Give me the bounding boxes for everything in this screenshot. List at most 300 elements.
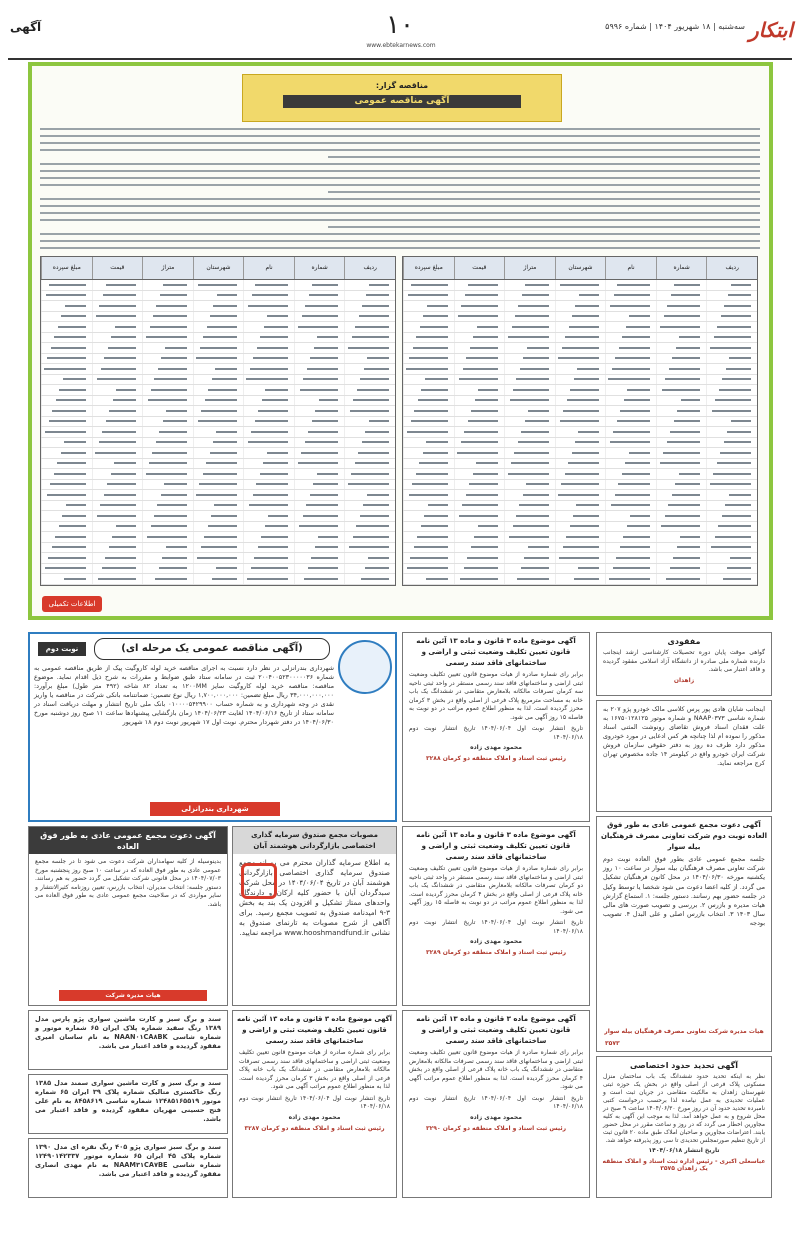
table-row bbox=[41, 333, 395, 344]
table-cell bbox=[243, 501, 294, 511]
table-cell bbox=[243, 312, 294, 322]
table-cell bbox=[142, 312, 193, 322]
table-cell bbox=[41, 480, 92, 490]
table-cell bbox=[92, 417, 143, 427]
table-cell bbox=[294, 312, 345, 322]
table-row bbox=[403, 406, 757, 417]
table-cell bbox=[504, 375, 555, 385]
table-cell bbox=[344, 585, 395, 587]
table-cell bbox=[142, 396, 193, 406]
table-cell bbox=[504, 543, 555, 553]
table-cell bbox=[41, 574, 92, 584]
table-cell bbox=[706, 490, 757, 500]
table-cell bbox=[344, 280, 395, 290]
table-cell bbox=[243, 385, 294, 395]
table-cell bbox=[706, 448, 757, 458]
table-row bbox=[41, 543, 395, 554]
table-cell bbox=[454, 291, 505, 301]
notice-2-footer: رئیس ثبت اسناد و املاک منطقه دو کرمان ۳۲۸۹ bbox=[425, 949, 567, 956]
text-line bbox=[40, 149, 760, 151]
table-cell bbox=[555, 301, 606, 311]
table-row bbox=[41, 553, 395, 564]
notice-ad-3 bbox=[232, 1010, 397, 1198]
table-cell bbox=[605, 511, 656, 521]
table-row bbox=[41, 459, 395, 470]
table-cell bbox=[142, 385, 193, 395]
table-cell bbox=[504, 574, 555, 584]
table-cell bbox=[504, 385, 555, 395]
table-cell bbox=[294, 564, 345, 574]
table-cell bbox=[403, 490, 454, 500]
table-cell bbox=[454, 312, 505, 322]
table-cell bbox=[454, 564, 505, 574]
table-cell bbox=[656, 553, 707, 563]
lost-documents-ad bbox=[596, 700, 772, 812]
table-cell bbox=[294, 574, 345, 584]
big-ad-title bbox=[242, 74, 562, 122]
table-cell bbox=[294, 438, 345, 448]
table-cell bbox=[706, 427, 757, 437]
table-row bbox=[41, 522, 395, 533]
table-cell bbox=[92, 543, 143, 553]
table-cell bbox=[294, 343, 345, 353]
table-cell bbox=[656, 280, 707, 290]
table-cell bbox=[605, 406, 656, 416]
lost-vehicle-ad-1 bbox=[28, 1010, 228, 1070]
table-cell bbox=[605, 385, 656, 395]
table-cell bbox=[605, 280, 656, 290]
notice-4-body: برابر رای شماره صادره از هیات موضوع قانون تعیین تکلیف وضعیت ثبتی اراضی و ساختمانهای فاقد سند رسمی تصرفات مالکانه بلامعارض متقاضی در ششدانگ یک باب خانه پلاک فرعی از اصلی واقع در بخش ۴ کرمان محرز گردیده است. لذا به منظور اطلاع عموم مراتب آگهی می شود. bbox=[409, 1049, 583, 1090]
table-column-header: نام bbox=[243, 257, 294, 279]
table-row bbox=[403, 312, 757, 323]
table-cell bbox=[555, 543, 606, 553]
table-cell bbox=[454, 427, 505, 437]
table-cell bbox=[656, 501, 707, 511]
table-cell bbox=[243, 469, 294, 479]
table-cell bbox=[656, 448, 707, 458]
table-cell bbox=[504, 301, 555, 311]
table-cell bbox=[454, 280, 505, 290]
table-row bbox=[41, 480, 395, 491]
table-cell bbox=[656, 385, 707, 395]
table-row bbox=[41, 501, 395, 512]
table-cell bbox=[403, 343, 454, 353]
table-row bbox=[41, 406, 395, 417]
table-cell bbox=[142, 354, 193, 364]
table-cell bbox=[504, 354, 555, 364]
table-cell bbox=[142, 564, 193, 574]
table-row bbox=[403, 490, 757, 501]
table-cell bbox=[142, 543, 193, 553]
table-cell bbox=[454, 585, 505, 587]
fund-ad bbox=[232, 826, 397, 1006]
table-cell bbox=[656, 406, 707, 416]
table-cell bbox=[504, 585, 555, 587]
notice-1-sign: محمود مهدی زاده bbox=[470, 744, 522, 751]
table-cell bbox=[344, 543, 395, 553]
page-header bbox=[0, 0, 800, 60]
table-cell bbox=[294, 280, 345, 290]
table-cell bbox=[454, 522, 505, 532]
table-cell bbox=[92, 322, 143, 332]
table-cell bbox=[555, 385, 606, 395]
table-cell bbox=[403, 322, 454, 332]
table-cell bbox=[243, 291, 294, 301]
table-cell bbox=[706, 417, 757, 427]
table-row bbox=[41, 585, 395, 587]
table-cell bbox=[193, 459, 244, 469]
table-cell bbox=[193, 406, 244, 416]
table-cell bbox=[706, 406, 757, 416]
table-cell bbox=[454, 322, 505, 332]
table-cell bbox=[193, 291, 244, 301]
table-cell bbox=[294, 354, 345, 364]
table-column-header: مبلغ سپرده bbox=[41, 257, 92, 279]
table-cell bbox=[142, 333, 193, 343]
table-cell bbox=[504, 417, 555, 427]
table-cell bbox=[243, 396, 294, 406]
coop-code: ۳۵۷۳ bbox=[605, 1040, 620, 1047]
table-cell bbox=[92, 301, 143, 311]
tender-title: (آگهی مناقصه عمومی یک مرحله ای) bbox=[94, 638, 330, 660]
table-row bbox=[403, 280, 757, 291]
table-cell bbox=[656, 522, 707, 532]
table-cell bbox=[344, 532, 395, 542]
table-cell bbox=[454, 354, 505, 364]
table-cell bbox=[344, 406, 395, 416]
table-row bbox=[41, 532, 395, 543]
table-cell bbox=[403, 469, 454, 479]
table-cell bbox=[243, 354, 294, 364]
table-cell bbox=[605, 375, 656, 385]
table-cell bbox=[706, 343, 757, 353]
table-cell bbox=[504, 333, 555, 343]
table-cell bbox=[193, 322, 244, 332]
table-cell bbox=[41, 322, 92, 332]
table-cell bbox=[706, 333, 757, 343]
table-cell bbox=[92, 522, 143, 532]
table-cell bbox=[504, 501, 555, 511]
table-cell bbox=[294, 364, 345, 374]
table-cell bbox=[193, 585, 244, 587]
table-cell bbox=[706, 469, 757, 479]
table-cell bbox=[243, 438, 294, 448]
table-cell bbox=[605, 459, 656, 469]
table-cell bbox=[504, 364, 555, 374]
lost-vehicle-ad-2 bbox=[28, 1074, 228, 1134]
table-cell bbox=[193, 522, 244, 532]
table-cell bbox=[605, 448, 656, 458]
table-cell bbox=[403, 574, 454, 584]
table-row bbox=[403, 427, 757, 438]
table-cell bbox=[605, 532, 656, 542]
table-cell bbox=[403, 280, 454, 290]
table-cell bbox=[555, 291, 606, 301]
table-cell bbox=[605, 291, 656, 301]
table-cell bbox=[243, 585, 294, 587]
table-cell bbox=[92, 343, 143, 353]
table-cell bbox=[41, 490, 92, 500]
text-line bbox=[40, 177, 760, 179]
table-cell bbox=[656, 459, 707, 469]
newspaper-logo: ابتکار bbox=[749, 18, 793, 42]
table-cell bbox=[243, 417, 294, 427]
table-cell bbox=[403, 459, 454, 469]
table-cell bbox=[92, 396, 143, 406]
table-cell bbox=[92, 490, 143, 500]
table-cell bbox=[243, 333, 294, 343]
table-cell bbox=[92, 364, 143, 374]
table-cell bbox=[555, 564, 606, 574]
table-cell bbox=[706, 585, 757, 587]
table-cell bbox=[142, 490, 193, 500]
table-cell bbox=[656, 322, 707, 332]
table-cell bbox=[656, 543, 707, 553]
table-cell bbox=[243, 322, 294, 332]
table-cell bbox=[656, 291, 707, 301]
header-divider bbox=[8, 58, 792, 60]
notice-3-title: آگهی موضوع ماده ۳ قانون و ماده ۱۳ آئین نامه قانون تعیین تکلیف وضعیت ثبتی و اراضی و ساختمانهای فاقد سند رسمی bbox=[237, 1015, 392, 1045]
text-line bbox=[40, 198, 760, 200]
table-cell bbox=[92, 312, 143, 322]
table-cell bbox=[193, 448, 244, 458]
table-column-header: متراژ bbox=[142, 257, 193, 279]
text-line bbox=[328, 191, 760, 193]
table-column-header: شهرستان bbox=[555, 257, 606, 279]
table-cell bbox=[605, 480, 656, 490]
notice-1-footer: رئیس ثبت اسناد و املاک منطقه دو کرمان ۳۲۸۸ bbox=[425, 755, 567, 762]
notice-ad-4 bbox=[402, 1010, 590, 1198]
table-cell bbox=[142, 448, 193, 458]
table-cell bbox=[41, 364, 92, 374]
table-cell bbox=[41, 448, 92, 458]
table-cell bbox=[454, 417, 505, 427]
table-cell bbox=[656, 564, 707, 574]
table-cell bbox=[454, 532, 505, 542]
notice-ad-2 bbox=[402, 826, 590, 1006]
table-row bbox=[403, 522, 757, 533]
table-cell bbox=[706, 564, 757, 574]
table-row bbox=[41, 291, 395, 302]
table-cell bbox=[243, 448, 294, 458]
table-row bbox=[403, 511, 757, 522]
notice-4-date: تاریخ انتشار نوبت اول ۱۴۰۴/۰۶/۰۴ تاریخ انتشار نوبت دوم ۱۴۰۴/۰۶/۱۸ bbox=[409, 1094, 583, 1110]
table-cell bbox=[454, 438, 505, 448]
lost-certificate-body: گواهی موقت پایان دوره تحصیلات کارشناسی ارشد اینجانب دارنده شماره ملی صادره از دانشگاه آزاد اسلامی مفقود گردیده و فاقد اعتبار می باشد. bbox=[603, 649, 765, 673]
table-cell bbox=[656, 364, 707, 374]
lost-vehicle-3-text: سند و برگ سبز سواری پژو ۴۰۵ رنگ نقره ای مدل ۱۳۹۰ شماره پلاک ۴۵ ایران ۶۵ شماره موتور ۱۲۴۹۰۱۴۲۳۳۷ شماره شاسی NAAM۳۱CA۷BE به نام مهدی انصاری مفقود گردیده و فاقد اعتبار می باشد. bbox=[35, 1143, 222, 1178]
table-cell bbox=[92, 354, 143, 364]
assembly-ad bbox=[28, 826, 228, 1006]
table-cell bbox=[142, 301, 193, 311]
table-cell bbox=[294, 459, 345, 469]
table-row bbox=[41, 375, 395, 386]
table-cell bbox=[403, 291, 454, 301]
table-row bbox=[403, 364, 757, 375]
table-cell bbox=[656, 469, 707, 479]
table-cell bbox=[403, 585, 454, 587]
table-cell bbox=[403, 553, 454, 563]
table-column-header: ردیف bbox=[344, 257, 395, 279]
table-cell bbox=[344, 343, 395, 353]
table-cell bbox=[504, 438, 555, 448]
table-cell bbox=[504, 280, 555, 290]
table-cell bbox=[294, 543, 345, 553]
text-line bbox=[40, 170, 760, 172]
table-cell bbox=[605, 574, 656, 584]
table-cell bbox=[344, 364, 395, 374]
table-row bbox=[403, 564, 757, 575]
table-cell bbox=[454, 448, 505, 458]
table-cell bbox=[555, 501, 606, 511]
table-cell bbox=[656, 343, 707, 353]
table-cell bbox=[243, 574, 294, 584]
table-cell bbox=[656, 480, 707, 490]
more-info-button[interactable]: اطلاعات تکمیلی bbox=[42, 596, 102, 612]
table-cell bbox=[605, 301, 656, 311]
table-header bbox=[403, 257, 757, 280]
table-cell bbox=[41, 501, 92, 511]
table-cell bbox=[243, 301, 294, 311]
table-cell bbox=[706, 459, 757, 469]
table-cell bbox=[403, 480, 454, 490]
table-cell bbox=[454, 469, 505, 479]
table-column-header: شماره bbox=[294, 257, 345, 279]
table-cell bbox=[656, 417, 707, 427]
table-cell bbox=[555, 480, 606, 490]
table-cell bbox=[706, 480, 757, 490]
table-cell bbox=[344, 385, 395, 395]
table-cell bbox=[344, 312, 395, 322]
table-cell bbox=[92, 291, 143, 301]
issue-meta: سه‌شنبه | ۱۸ شهریور ۱۴۰۴ | شماره ۵۹۹۶ bbox=[605, 22, 745, 31]
table-cell bbox=[92, 501, 143, 511]
table-cell bbox=[41, 553, 92, 563]
table-cell bbox=[243, 375, 294, 385]
big-ad-text-block bbox=[40, 128, 760, 258]
table-cell bbox=[504, 490, 555, 500]
table-cell bbox=[454, 543, 505, 553]
table-cell bbox=[605, 396, 656, 406]
table-cell bbox=[555, 585, 606, 587]
assembly-footer: هیات مدیره شرکت bbox=[59, 990, 207, 1001]
coop-body: جلسه مجمع عمومی عادی بطور فوق العاده نوبت دوم شرکت تعاونی مصرف فرهنگیان بیله سوار در ساعت ۱۰ روز یکشنبه مورخه ۱۴۰۴/۰۶/۳۰ در محل کانون فرهنگیان تشکیل می گردد. از کلیه اعضا دعوت می شود شخصا یا توسط وکیل در جلسه حضور بهم رسانند. دستور جلسه: ۱. استماع گزارش هیات مدیره و بازرس ۲. بررسی و تصویب صورت های مالی سال ۱۴۰۳ ۳. انتخاب بازرس اصلی و علی البدل ۴. تصویب بودجه bbox=[603, 855, 766, 928]
table-cell bbox=[706, 301, 757, 311]
table-row bbox=[41, 469, 395, 480]
table-cell bbox=[92, 564, 143, 574]
table-cell bbox=[193, 564, 244, 574]
assembly-body: بدینوسیله از کلیه سهامداران شرکت دعوت می شود تا در جلسه مجمع عمومی عادی به طور فوق العاده که در ساعت ۱۰ صبح روز پنجشنبه مورخ ۱۴۰۴/۰۷/۰۳ در محل قانونی شرکت تشکیل می گردد حضور به هم رسانند. دستور جلسه: انتخاب مدیران، انتخاب بازرس، تعیین روزنامه کثیرالانتشار و سایر مواردی که در صلاحیت مجمع عمومی عادی به طور فوق العاده می باشد. bbox=[35, 858, 221, 908]
tender-footer: شهرداری بندرانزلی bbox=[150, 802, 280, 816]
table-cell bbox=[403, 364, 454, 374]
table-cell bbox=[41, 511, 92, 521]
table-cell bbox=[555, 438, 606, 448]
table-cell bbox=[243, 280, 294, 290]
table-column-header: نام bbox=[605, 257, 656, 279]
text-line bbox=[40, 142, 760, 144]
table-cell bbox=[294, 501, 345, 511]
assembly-title: آگهی دعوت مجمع عمومی عادی به طور فوق العاده bbox=[29, 827, 227, 854]
table-cell bbox=[41, 375, 92, 385]
table-cell bbox=[142, 522, 193, 532]
table-cell bbox=[555, 280, 606, 290]
table-cell bbox=[193, 312, 244, 322]
table-row bbox=[403, 459, 757, 470]
table-cell bbox=[706, 543, 757, 553]
coop-assembly-ad bbox=[596, 816, 772, 1052]
table-cell bbox=[344, 574, 395, 584]
table-column-header: ردیف bbox=[706, 257, 757, 279]
table-cell bbox=[504, 291, 555, 301]
table-row bbox=[41, 511, 395, 522]
table-cell bbox=[403, 333, 454, 343]
table-row bbox=[41, 448, 395, 459]
lost-vehicle-2-text: سند و برگ سبز و کارت ماشین سواری سمند مدل ۱۳۸۵ رنگ خاکستری متالیک شماره پلاک ۳۹ ایران ۶۵ شماره موتور ۱۲۴۸۵۱۶۵۵۱۹ شماره شاسی ۸۴۵۸۶۱۹ به نام علی فتح حسینی مهریان مفقود گردیده و فاقد اعتبار می باشد. bbox=[35, 1079, 222, 1123]
municipality-logo-icon bbox=[338, 640, 392, 694]
table-cell bbox=[555, 427, 606, 437]
table-cell bbox=[605, 490, 656, 500]
table-cell bbox=[142, 417, 193, 427]
table-cell bbox=[193, 417, 244, 427]
table-cell bbox=[344, 427, 395, 437]
table-cell bbox=[656, 354, 707, 364]
table-cell bbox=[454, 490, 505, 500]
table-cell bbox=[294, 406, 345, 416]
table-cell bbox=[403, 532, 454, 542]
table-cell bbox=[142, 406, 193, 416]
table-cell bbox=[504, 406, 555, 416]
table-cell bbox=[294, 553, 345, 563]
table-cell bbox=[403, 522, 454, 532]
table-cell bbox=[656, 301, 707, 311]
table-cell bbox=[454, 333, 505, 343]
table-cell bbox=[504, 469, 555, 479]
big-ad-title-line1: مناقصه گزار: bbox=[375, 81, 429, 90]
table-cell bbox=[344, 501, 395, 511]
boundary-date: تاریخ انتشار ۱۴۰۴/۰۶/۱۸ bbox=[648, 1147, 720, 1154]
table-cell bbox=[454, 480, 505, 490]
table-cell bbox=[294, 511, 345, 521]
table-cell bbox=[403, 501, 454, 511]
table-cell bbox=[294, 417, 345, 427]
table-cell bbox=[142, 532, 193, 542]
big-ad-table-right bbox=[402, 256, 758, 586]
table-cell bbox=[555, 490, 606, 500]
table-cell bbox=[243, 490, 294, 500]
table-row bbox=[41, 427, 395, 438]
table-cell bbox=[193, 511, 244, 521]
table-cell bbox=[92, 553, 143, 563]
table-cell bbox=[605, 364, 656, 374]
table-cell bbox=[193, 364, 244, 374]
table-cell bbox=[504, 511, 555, 521]
notice-4-sign: محمود مهدی زاده bbox=[470, 1113, 522, 1121]
table-cell bbox=[41, 564, 92, 574]
table-cell bbox=[193, 490, 244, 500]
table-cell bbox=[41, 585, 92, 587]
table-cell bbox=[403, 312, 454, 322]
table-header bbox=[41, 257, 395, 280]
section-title: آگهی bbox=[10, 20, 42, 34]
table-cell bbox=[92, 406, 143, 416]
table-cell bbox=[454, 301, 505, 311]
notice-3-date: تاریخ انتشار نوبت اول ۱۴۰۴/۰۶/۰۴ تاریخ انتشار نوبت دوم ۱۴۰۴/۰۶/۱۸ bbox=[239, 1094, 390, 1110]
table-cell bbox=[403, 301, 454, 311]
table-cell bbox=[454, 501, 505, 511]
table-row bbox=[41, 343, 395, 354]
table-cell bbox=[344, 490, 395, 500]
table-cell bbox=[504, 553, 555, 563]
